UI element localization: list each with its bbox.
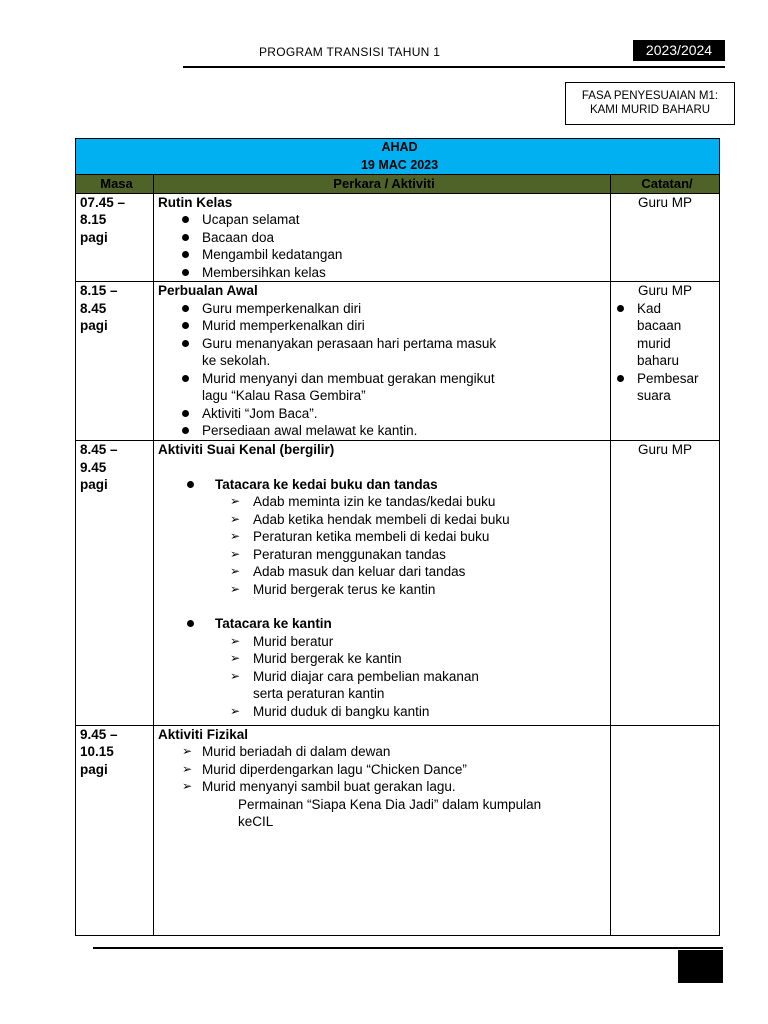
table-row	[76, 725, 720, 935]
table-row	[76, 193, 720, 282]
footer-page-box	[678, 950, 723, 983]
col-aktiviti: Perkara / Aktiviti	[154, 175, 611, 194]
list-item: ➢ Murid bergerak terus ke kantin	[158, 581, 610, 599]
list-item-continuation: serta peraturan kantin	[253, 686, 385, 702]
note-line: Pembesar	[637, 370, 699, 386]
list-item: ➢ Murid beratur	[158, 633, 610, 651]
activity-title: Aktiviti Fizikal	[158, 726, 249, 742]
note-line: murid	[637, 335, 671, 351]
note-cell	[611, 725, 720, 935]
note-cell	[611, 282, 720, 441]
phase-line-2: KAMI MURID BAHARU	[589, 104, 711, 116]
activity-cell	[154, 725, 611, 935]
list-item: Persediaan awal melawat ke kantin.	[158, 422, 610, 440]
day-header	[76, 139, 720, 175]
list-item: ➢ Murid bergerak ke kantin	[158, 650, 610, 668]
column-header-row	[76, 175, 720, 194]
activity-title: Aktiviti Suai Kenal (bergilir)	[158, 442, 335, 458]
list-item: ➢ Murid duduk di bangku kantin	[158, 703, 610, 721]
time-line: pagi	[80, 761, 108, 777]
time-cell	[76, 725, 154, 935]
list-item-continuation: ke sekolah.	[202, 353, 271, 369]
activity-cell	[154, 282, 611, 441]
col-catatan: Catatan/	[611, 175, 720, 194]
activity-extra-text: keCIL	[238, 814, 274, 830]
activity-title: Perbualan Awal	[158, 283, 258, 299]
list-item: Mengambil kedatangan	[158, 246, 610, 264]
note-cell	[611, 441, 720, 726]
list-item: ➢ Murid diajar cara pembelian makanan	[158, 668, 610, 686]
header-divider	[183, 66, 725, 68]
schedule-table	[75, 138, 720, 936]
year-badge: 2023/2024	[633, 40, 725, 61]
activity-title: Rutin Kelas	[158, 194, 233, 210]
time-line: 8.45	[80, 300, 107, 316]
note-item	[611, 300, 719, 370]
note-line: baharu	[637, 353, 680, 369]
activity-cell	[154, 441, 611, 726]
day-header-row	[76, 139, 720, 175]
time-line: pagi	[80, 477, 108, 493]
time-cell	[76, 441, 154, 726]
list-item: Guru menanyakan perasaan hari pertama masuk	[158, 335, 610, 353]
list-item: Murid memperkenalkan diri	[158, 317, 610, 335]
time-line: 9.45	[80, 459, 107, 475]
time-cell	[76, 282, 154, 441]
list-item: Membersihkan kelas	[158, 264, 610, 282]
time-line: 07.45 –	[80, 194, 126, 210]
table-row	[76, 282, 720, 441]
section-heading: Tatacara ke kantin	[158, 615, 610, 633]
time-line: 9.45 –	[80, 726, 118, 742]
list-item: Bacaan doa	[158, 229, 610, 247]
time-line: 10.15	[80, 744, 114, 760]
list-item: ➢ Adab masuk dan keluar dari tandas	[158, 563, 610, 581]
time-line: 8.15 –	[80, 283, 118, 299]
list-item: ➢ Murid beriadah di dalam dewan	[158, 743, 610, 761]
note-item	[611, 370, 719, 405]
phase-box	[565, 82, 735, 125]
list-item: ➢ Peraturan menggunakan tandas	[158, 546, 610, 564]
time-line: pagi	[80, 229, 108, 245]
footer-divider	[93, 947, 723, 949]
note-line: Kad	[637, 300, 662, 316]
list-item: Guru memperkenalkan diri	[158, 300, 610, 318]
activity-cell	[154, 193, 611, 282]
list-item-continuation: lagu “Kalau Rasa Gembira”	[202, 388, 366, 404]
note-text: Guru MP	[637, 283, 692, 299]
table-row	[76, 441, 720, 726]
phase-line-1: FASA PENYESUAIAN M1:	[581, 90, 719, 102]
list-item: ➢ Adab meminta izin ke tandas/kedai buku	[158, 493, 610, 511]
note-text: Guru MP	[637, 442, 692, 458]
note-line: bacaan	[637, 318, 682, 334]
activity-extra-text: Permainan “Siapa Kena Dia Jadi” dalam kumpulan	[238, 796, 542, 812]
time-line: 8.15	[80, 212, 107, 228]
list-item: Aktiviti “Jom Baca”.	[158, 405, 610, 423]
list-item: ➢ Adab ketika hendak membeli di kedai buku	[158, 511, 610, 529]
time-cell	[76, 193, 154, 282]
note-line: suara	[637, 388, 671, 404]
list-item: ➢ Murid menyanyi sambil buat gerakan lagu.	[158, 778, 610, 796]
day-date: 19 MAC 2023	[360, 157, 439, 172]
list-item: Murid menyanyi dan membuat gerakan mengikut	[158, 370, 610, 388]
col-masa: Masa	[76, 175, 154, 194]
day-name: AHAD	[381, 140, 418, 155]
note-cell	[611, 193, 720, 282]
program-title: PROGRAM TRANSISI TAHUN 1	[259, 45, 441, 59]
list-item: ➢ Peraturan ketika membeli di kedai buku	[158, 528, 610, 546]
list-item: Ucapan selamat	[158, 211, 610, 229]
time-line: pagi	[80, 318, 108, 334]
list-item: ➢ Murid diperdengarkan lagu “Chicken Dance”	[158, 761, 610, 779]
time-line: 8.45 –	[80, 442, 118, 458]
note-text: Guru MP	[637, 194, 692, 210]
section-heading: Tatacara ke kedai buku dan tandas	[158, 476, 610, 494]
